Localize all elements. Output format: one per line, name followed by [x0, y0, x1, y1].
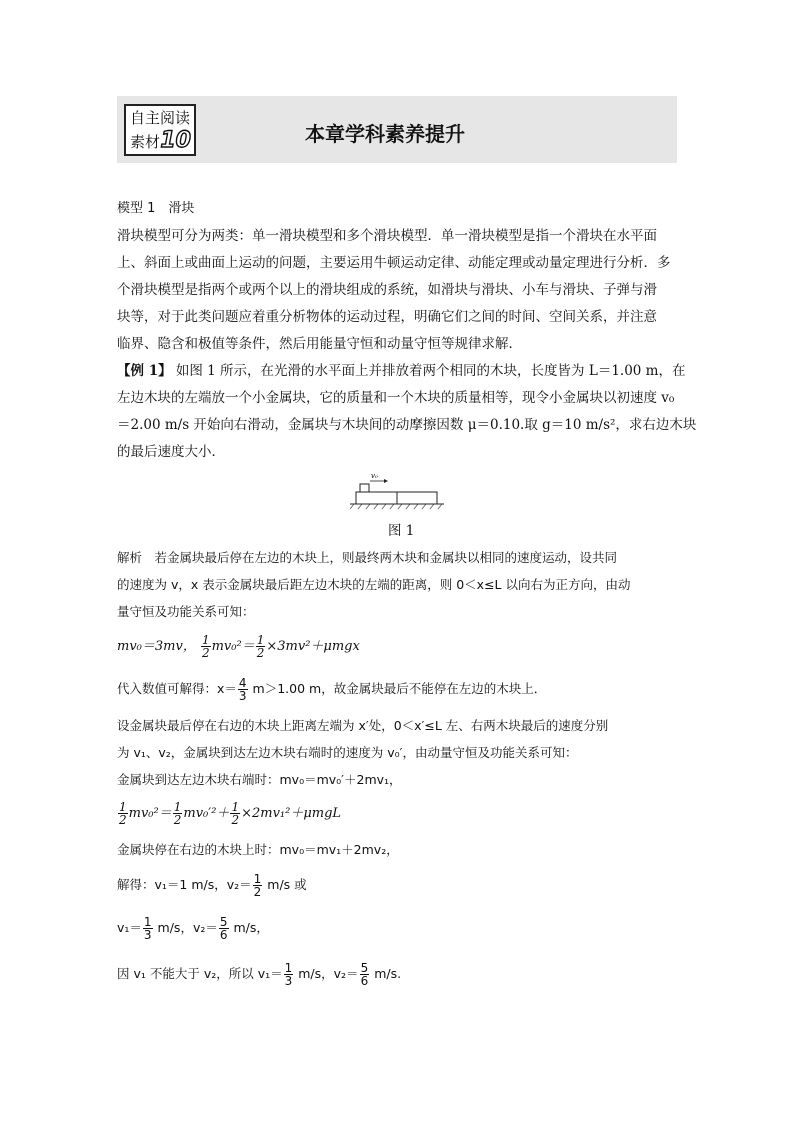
equation-1: [117, 630, 360, 664]
eq1-energy-right: ×3mv²＋μmgx: [266, 639, 360, 654]
solution-line-5: 为 v₁、v₂，金属块到达左边木块右端时的速度为 v₀′，由动量守恒及功能关系可知：: [117, 745, 578, 760]
example-line-4: 的最后速度大小．: [117, 444, 225, 460]
ground-hatch: [350, 504, 442, 509]
fraction-5-6: $\frac{5}{6}$: [219, 915, 228, 942]
metal-block: [360, 484, 369, 492]
intro-line-2: 上、斜面上或曲面上运动的问题，主要运用牛顿运动定律、动能定理或动量定理进行分析．多: [117, 255, 671, 271]
fraction-half: $\frac{1}{2}$: [256, 633, 265, 660]
example-line-3: ＝2.00 m/s 开始向右滑动，金属块与木块间的动摩擦因数 μ＝0.10.取 g＝10 m/s²，求右边木块: [117, 417, 697, 433]
example-line-2: 左边木块的左端放一个小金属块，它的质量和一个木块的质量相等，现令小金属块以初速度 v₀: [117, 390, 675, 406]
fraction-1-2: $\frac{1}{2}$: [253, 872, 262, 899]
fraction-5-6: $\frac{5}{6}$: [360, 961, 369, 988]
right-wood-block: [397, 492, 437, 504]
fraction-1-3: $\frac{1}{3}$: [284, 961, 293, 988]
fraction-half: $\frac{1}{2}$: [231, 800, 240, 827]
left-wood-block: [356, 492, 397, 504]
equation-2: $\frac{1}{2}$ mv₀²＝ $\frac{1}{2}$ mv₀′²＋ $\frac{1}{2}$ ×2mv₁²＋μmgL: [119, 800, 342, 827]
reading-material-badge: [124, 104, 196, 156]
intro-line-3: 个滑块模型是指两个或两个以上的滑块组成的系统，如滑块与滑块、小车与滑块、子弹与滑: [117, 282, 657, 298]
badge-line-1: 自主阅读: [130, 109, 191, 127]
figure-1-diagram: [350, 470, 444, 510]
solution-line-3: 量守恒及功能关系可知：: [117, 604, 255, 619]
intro-line-4: 块等，对于此类问题应着重分析物体的运动过程，明确它们之间的时间、空间关系，并注意: [117, 309, 657, 325]
figure-caption: 图 1: [388, 523, 415, 539]
substitution-line: 代入数值可解得：x＝ $\frac{4}{3}$ m＞1.00 m，故金属块最后不能停在左边的木块上．: [117, 676, 547, 703]
eq1-energy-left: mv₀²＝: [211, 639, 255, 654]
solution-result-1: 解得：v₁＝1 m/s，v₂＝ $\frac{1}{2}$ m/s 或: [117, 872, 307, 899]
intro-line-1: 滑块模型可分为两类：单一滑块模型和多个滑块模型．单一滑块模型是指一个滑块在水平面: [117, 228, 657, 244]
example-text-1: 如图 1 所示，在光滑的水平面上并排放着两个相同的木块，长度皆为 L＝1.00 m，在: [175, 363, 686, 379]
section-heading: 模型 1 滑块: [117, 201, 195, 216]
solution-result-2: v₁＝ $\frac{1}{3}$ m/s，v₂＝ $\frac{5}{6}$ m/s，: [117, 915, 269, 942]
final-answer: 因 v₁ 不能大于 v₂，所以 v₁＝ $\frac{1}{3}$ m/s，v₂＝ $\frac{5}{6}$ m/s.: [117, 961, 402, 988]
fraction-4-3: $\frac{4}{3}$: [238, 676, 247, 703]
intro-line-5: 临界、隐含和极值等条件，然后用能量守恒和动量守恒等规律求解．: [117, 336, 522, 352]
fraction-1-3: $\frac{1}{3}$: [143, 915, 152, 942]
solution-line-7: 金属块停在右边的木块上时：mv₀＝mv₁＋2mv₂，: [117, 842, 399, 857]
badge-number: 10: [160, 128, 191, 153]
example-line-1: [117, 362, 685, 380]
fraction-half: $\frac{1}{2}$: [201, 633, 210, 660]
fraction-half: $\frac{1}{2}$: [173, 800, 182, 827]
page-title: 本章学科素养提升: [305, 122, 465, 146]
velocity-arrowhead: [384, 479, 388, 483]
solution-line-4: 设金属块最后停在右边的木块上距离左端为 x′处，0＜x′≤L 左、右两木块最后的速度分别: [117, 718, 609, 733]
eq1-momentum: mv₀＝3mv，: [117, 639, 196, 654]
v0-label: v₀: [371, 472, 378, 480]
solution-line-2: 的速度为 v，x 表示金属块最后距左边木块的左端的距离，则 0＜x≤L 以向右为正方向，由动: [117, 577, 631, 592]
solution-line-6: 金属块到达左边木块右端时：mv₀＝mv₀′＋2mv₁，: [117, 772, 402, 787]
solution-line-1: 解析 若金属块最后停在左边的木块上，则最终两木块和金属块以相同的速度运动，设共同: [117, 550, 618, 565]
fraction-half: $\frac{1}{2}$: [119, 800, 127, 827]
badge-line-2: 素材: [130, 133, 161, 151]
example-label: 【例 1】: [117, 363, 172, 379]
